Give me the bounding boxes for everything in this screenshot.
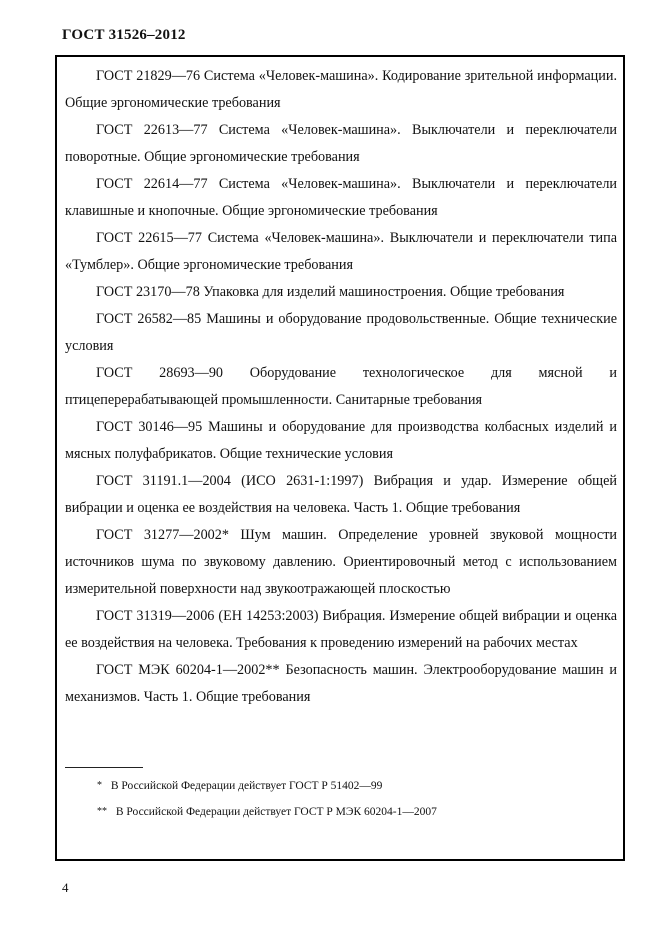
reference-item: ГОСТ 31319—2006 (ЕН 14253:2003) Вибрация. Измерение общей вибрации и оценка ее воздействия на человека. Требования к проведению измерений на рабочих местах (65, 608, 617, 651)
reference-item: ГОСТ 30146—95 Машины и оборудование для производства колбасных изделий и мясных полуфабрикатов. Общие технические условия (65, 419, 617, 462)
page-number: 4 (62, 880, 69, 895)
footnote-divider (65, 767, 143, 768)
reference-item: ГОСТ 28693—90 Оборудование технологическое для мясной и птицеперерабатывающей промышленности. Санитарные требования (65, 365, 617, 408)
footnote-mark: ** (97, 806, 107, 817)
footnote-1 (65, 778, 605, 794)
reference-item: ГОСТ 22615—77 Система «Человек-машина». Выключатели и переключатели типа «Тумблер». Общие эргономические требования (65, 230, 617, 273)
page-frame (55, 55, 625, 861)
references-list (65, 63, 617, 711)
footnote-text: В Российской Федерации действует ГОСТ Р МЭК 60204-1—2007 (115, 806, 437, 818)
footnote-mark: * (97, 780, 102, 791)
reference-item: ГОСТ 22614—77 Система «Человек-машина». Выключатели и переключатели клавишные и кнопочные. Общие эргономические требования (65, 176, 617, 219)
reference-item: ГОСТ 23170—78 Упаковка для изделий машиностроения. Общие требования (96, 284, 565, 300)
reference-item: ГОСТ 21829—76 Система «Человек-машина». Кодирование зрительной информации. Общие эргономические требования (65, 68, 617, 111)
footnotes (65, 767, 605, 830)
reference-item: ГОСТ 26582—85 Машины и оборудование продовольственные. Общие технические условия (65, 311, 617, 354)
reference-item: ГОСТ 31191.1—2004 (ИСО 2631-1:1997) Вибрация и удар. Измерение общей вибрации и оценка ее воздействия на человека. Часть 1. Общие требования (65, 473, 617, 516)
reference-item: ГОСТ 22613—77 Система «Человек-машина». Выключатели и переключатели поворотные. Общие эргономические требования (65, 122, 617, 165)
reference-item: ГОСТ МЭК 60204-1—2002** Безопасность машин. Электрооборудование машин и механизмов. Часть 1. Общие требования (65, 662, 617, 705)
footnote-2 (65, 804, 605, 820)
footnote-text: В Российской Федерации действует ГОСТ Р 51402—99 (110, 780, 383, 792)
reference-item: ГОСТ 31277—2002* Шум машин. Определение уровней звуковой мощности источников шума по звуковому давлению. Ориентировочный метод с использованием измерительной поверхности над звукоотражающей плоскостью (65, 527, 617, 597)
document-header: ГОСТ 31526–2012 (62, 27, 186, 43)
